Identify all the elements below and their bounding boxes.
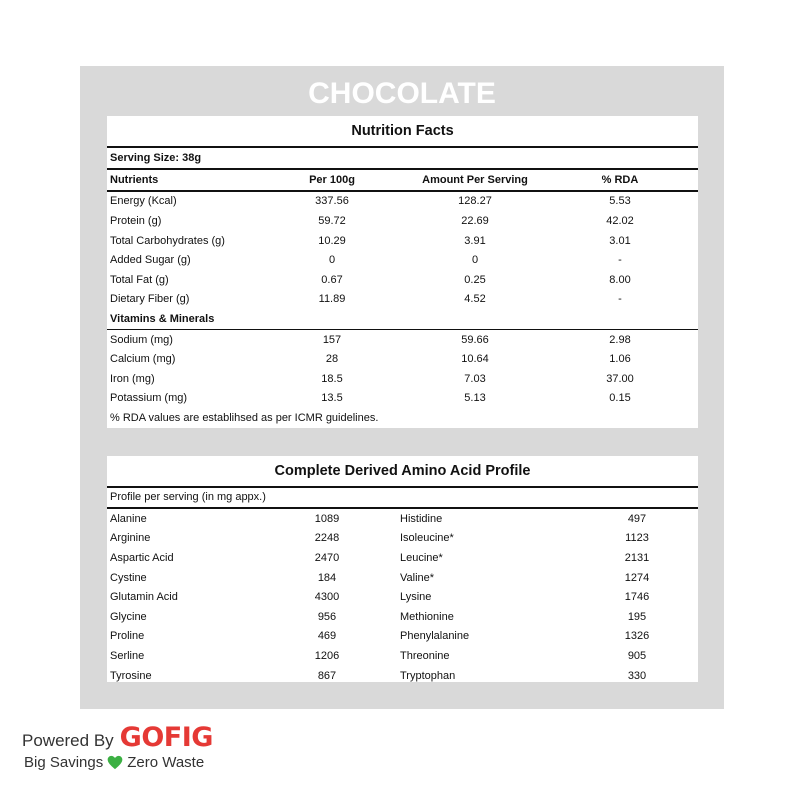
flavor-title: CHOCOLATE [308,77,496,110]
table-row [107,587,698,607]
table-row [107,389,698,409]
amino-value: 1089 [314,512,340,525]
header-rda: % RDA [601,173,639,186]
rda-value: 3.01 [609,234,631,247]
amino-value: 956 [317,610,337,623]
table-row [107,666,698,686]
amino-name: Serline [110,649,145,662]
amino-value: 184 [317,571,337,584]
amino-value: 195 [627,610,647,623]
amino-value: 2131 [624,551,650,564]
tagline-left: Big Savings [24,754,104,771]
per-serving-value: 0.25 [464,273,486,286]
header-nutrients: Nutrients [110,173,159,186]
rda-footnote: % RDA values are establihsed as per ICMR guidelines. [110,412,379,425]
vitamins-heading: Vitamins & Minerals [110,312,215,325]
amino-name: Isoleucine* [400,532,454,545]
table-row [107,568,698,588]
per-100g-value: 0.67 [321,273,343,286]
per-100g-value: 10.29 [318,234,346,247]
amino-value: 2470 [314,551,340,564]
amino-rows [107,509,698,685]
rda-value: 42.02 [606,214,634,227]
per-100g-value: 13.5 [321,392,343,405]
amino-name: Methionine [400,610,454,623]
nutrient-name: Potassium (mg) [110,392,188,405]
amino-value: 1746 [624,591,650,604]
amino-name: Arginine [110,532,151,545]
amino-profile-note: Profile per serving (in mg appx.) [110,491,266,503]
amino-name: Leucine* [400,551,443,564]
nutrition-header-row [107,170,698,190]
table-row [107,627,698,647]
vitamin-rows [107,330,698,408]
amino-name: Lysine [400,591,432,604]
amino-title: Complete Derived Amino Acid Profile [274,463,531,479]
per-serving-value: 4.52 [464,293,486,306]
table-row [107,548,698,568]
amino-name: Phenylalanine [400,630,470,643]
amino-value: 867 [317,669,337,682]
per-100g-value: 0 [328,254,336,267]
amino-value: 905 [627,649,647,662]
amino-name: Histidine [400,512,443,525]
rda-value: 2.98 [609,333,631,346]
amino-name: Aspartic Acid [110,551,174,564]
header-per-100g: Per 100g [309,173,355,186]
table-row [107,270,698,290]
amino-value: 497 [627,512,647,525]
serving-size: Serving Size: 38g [110,152,202,164]
vitamins-heading-row [107,309,698,329]
amino-value: 1206 [314,649,340,662]
nutrient-name: Iron (mg) [110,372,155,385]
nutrition-facts-table [107,116,698,428]
table-row [107,509,698,529]
per-serving-value: 22.69 [461,214,489,227]
tagline-right: Zero Waste [127,754,205,771]
per-serving-value: 128.27 [458,195,492,208]
per-100g-value: 337.56 [315,195,349,208]
table-row [107,349,698,369]
per-serving-value: 7.03 [464,372,486,385]
amino-value: 330 [627,669,647,682]
rda-value: 5.53 [609,195,631,208]
nutrient-name: Energy (Kcal) [110,195,177,208]
table-row [107,231,698,251]
brand-footer [22,722,213,771]
table-row [107,211,698,231]
nutrient-name: Dietary Fiber (g) [110,293,190,306]
per-serving-value: 59.66 [461,333,489,346]
nutrient-name: Calcium (mg) [110,353,176,366]
table-row [107,529,698,549]
table-row [107,192,698,212]
rda-value: 1.06 [609,353,631,366]
amino-value: 1326 [624,630,650,643]
table-row [107,646,698,666]
per-100g-value: 59.72 [318,214,346,227]
rda-value: 8.00 [609,273,631,286]
per-100g-value: 11.89 [318,293,346,306]
per-serving-value: 0 [471,254,479,267]
nutrition-title: Nutrition Facts [351,123,454,139]
nutrient-name: Total Fat (g) [110,273,169,286]
table-row [107,330,698,350]
nutrient-rows [107,192,698,310]
rda-value: - [618,254,622,267]
powered-by-line [22,722,213,752]
table-row [107,250,698,270]
green-heart-icon [107,755,123,770]
per-100g-value: 18.5 [321,372,343,385]
amino-name: Glycine [110,610,147,623]
amino-name: Alanine [110,512,147,525]
table-row [107,607,698,627]
rda-value: - [618,293,622,306]
nutrient-name: Sodium (mg) [110,333,173,346]
amino-value: 4300 [314,591,340,604]
per-100g-value: 28 [325,353,339,366]
tagline [24,754,213,771]
amino-acid-table [107,456,698,682]
amino-value: 469 [317,630,337,643]
powered-by-text: Powered By [22,731,114,750]
per-100g-value: 157 [322,333,342,346]
header-amount-per-serving: Amount Per Serving [422,173,528,186]
gofig-logo: GOFIG [119,722,213,753]
amino-name: Valine* [400,571,435,584]
nutrient-name: Total Carbohydrates (g) [110,234,225,247]
amino-value: 2248 [314,532,340,545]
per-serving-value: 10.64 [461,353,489,366]
table-row [107,369,698,389]
amino-name: Threonine [400,649,450,662]
amino-name: Tyrosine [110,669,152,682]
amino-name: Cystine [110,571,147,584]
rda-value: 37.00 [606,372,634,385]
per-serving-value: 5.13 [464,392,486,405]
per-serving-value: 3.91 [464,234,486,247]
amino-value: 1274 [624,571,650,584]
amino-value: 1123 [625,532,649,545]
nutrient-name: Protein (g) [110,214,162,227]
amino-name: Tryptophan [400,669,456,682]
rda-value: 0.15 [609,392,631,405]
table-row [107,290,698,310]
amino-name: Glutamin Acid [110,591,178,604]
nutrient-name: Added Sugar (g) [110,254,191,267]
amino-name: Proline [110,630,145,643]
